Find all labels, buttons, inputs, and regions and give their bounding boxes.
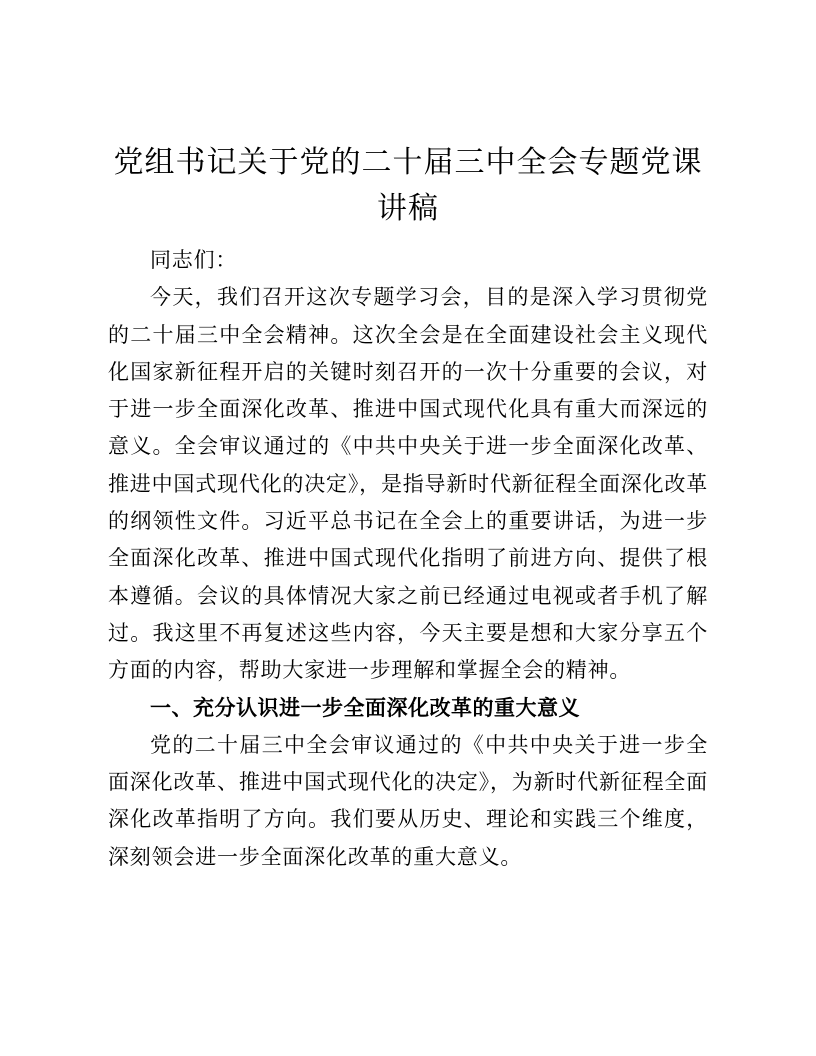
salutation: 同志们： (150, 248, 238, 272)
section-heading: 一、充分认识进一步全面深化改革的重大意义 (150, 695, 580, 720)
document-body (108, 242, 708, 876)
intro-paragraph: 今天，我们召开这次专题学习会，目的是深入学习贯彻党的二十届三中全会精神。这次全会是在全面建设社会主义现代化国家新征程开启的关键时刻召开的一次十分重要的会议，对于进一步全面深化改革、推进中国式现代化具有重大而深远的意义。全会审议通过的《中共中央关于进一步全面深化改革、推进中国式现代化的决定》，是指导新时代新征程全面深化改革的纲领性文件。习近平总书记在全会上的重要讲话，为进一步全面深化改革、推进中国式现代化指明了前进方向、提供了根本遵循。会议的具体情况大家之前已经通过电视或者手机了解过。我这里不再复述这些内容，今天主要是想和大家分享五个方面的内容，帮助大家进一步理解和掌握全会的精神。 (108, 285, 708, 683)
section-paragraph: 党的二十届三中全会审议通过的《中共中央关于进一步全面深化改革、推进中国式现代化的决定》，为新时代新征程全面深化改革指明了方向。我们要从历史、理论和实践三个维度，深刻领会进一步全面深化改革的重大意义。 (108, 732, 708, 869)
document-title: 党组书记关于党的二十届三中全会专题党课讲稿 (113, 145, 703, 226)
